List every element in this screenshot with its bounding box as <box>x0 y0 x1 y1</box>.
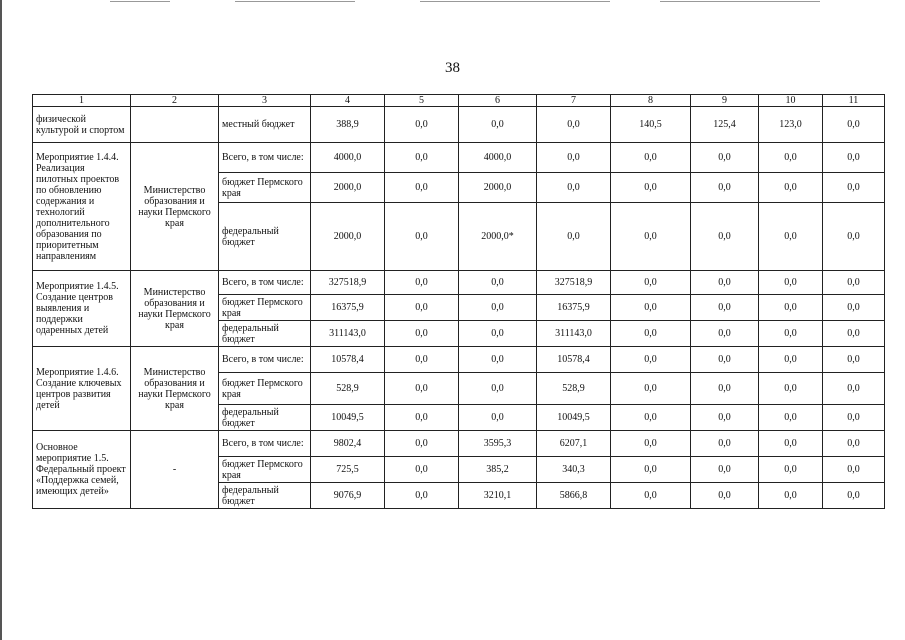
amount-cell: 0,0 <box>759 173 823 203</box>
table-row <box>33 347 885 373</box>
budget-table <box>32 94 885 509</box>
amount-cell: 0,0 <box>385 405 459 431</box>
amount-cell: 0,0 <box>459 271 537 295</box>
amount-cell: 2000,0 <box>311 203 385 271</box>
amount-cell: 0,0 <box>611 405 691 431</box>
col-header: 7 <box>537 95 611 107</box>
amount-cell: 0,0 <box>385 143 459 173</box>
table-row <box>33 271 885 295</box>
amount-cell: 0,0 <box>385 347 459 373</box>
col-header: 2 <box>131 95 219 107</box>
funding-source-cell: бюджет Пермского края <box>219 457 311 483</box>
amount-cell: 0,0 <box>823 431 885 457</box>
amount-cell: 725,5 <box>311 457 385 483</box>
amount-cell: 0,0 <box>759 143 823 173</box>
amount-cell: 0,0 <box>611 143 691 173</box>
amount-cell: 0,0 <box>823 143 885 173</box>
amount-cell: 0,0 <box>691 457 759 483</box>
funding-source-cell: Всего, в том числе: <box>219 431 311 457</box>
amount-cell: 0,0 <box>759 321 823 347</box>
amount-cell: 0,0 <box>691 203 759 271</box>
amount-cell: 0,0 <box>459 295 537 321</box>
amount-cell: 0,0 <box>759 295 823 321</box>
amount-cell: 0,0 <box>759 457 823 483</box>
amount-cell: 0,0 <box>459 321 537 347</box>
amount-cell: 0,0 <box>759 405 823 431</box>
amount-cell: 311143,0 <box>311 321 385 347</box>
amount-cell: 0,0 <box>823 173 885 203</box>
amount-cell: 0,0 <box>459 347 537 373</box>
amount-cell: 6207,1 <box>537 431 611 457</box>
amount-cell: 3595,3 <box>459 431 537 457</box>
funding-source-cell: бюджет Пермского края <box>219 373 311 405</box>
funding-source-cell: Всего, в том числе: <box>219 347 311 373</box>
amount-cell: 4000,0 <box>311 143 385 173</box>
amount-cell: 0,0 <box>537 173 611 203</box>
amount-cell: 0,0 <box>611 457 691 483</box>
amount-cell: 3210,1 <box>459 483 537 509</box>
col-header: 9 <box>691 95 759 107</box>
amount-cell: 528,9 <box>311 373 385 405</box>
amount-cell: 0,0 <box>823 347 885 373</box>
amount-cell: 0,0 <box>537 143 611 173</box>
amount-cell: 140,5 <box>611 107 691 143</box>
col-header: 5 <box>385 95 459 107</box>
amount-cell: 0,0 <box>611 271 691 295</box>
funding-source-cell: Всего, в том числе: <box>219 143 311 173</box>
amount-cell: 10578,4 <box>311 347 385 373</box>
amount-cell: 0,0 <box>385 457 459 483</box>
amount-cell: 0,0 <box>611 295 691 321</box>
amount-cell: 0,0 <box>385 431 459 457</box>
amount-cell: 0,0 <box>691 431 759 457</box>
responsible-cell <box>131 107 219 143</box>
responsible-cell: Министерство образования и науки Пермского края <box>131 271 219 347</box>
amount-cell: 0,0 <box>611 203 691 271</box>
funding-source-cell: Всего, в том числе: <box>219 271 311 295</box>
responsible-cell: Министерство образования и науки Пермского края <box>131 347 219 431</box>
amount-cell: 10049,5 <box>311 405 385 431</box>
col-header: 6 <box>459 95 537 107</box>
col-header: 11 <box>823 95 885 107</box>
amount-cell: 2000,0* <box>459 203 537 271</box>
amount-cell: 0,0 <box>691 373 759 405</box>
amount-cell: 0,0 <box>691 295 759 321</box>
amount-cell: 0,0 <box>823 373 885 405</box>
amount-cell: 0,0 <box>385 321 459 347</box>
amount-cell: 327518,9 <box>311 271 385 295</box>
amount-cell: 0,0 <box>691 321 759 347</box>
amount-cell: 0,0 <box>691 483 759 509</box>
amount-cell: 9802,4 <box>311 431 385 457</box>
table-row <box>33 143 885 173</box>
activity-cell: Основное мероприятие 1.5. Федеральный проект «Поддержка семей, имеющих детей» <box>33 431 131 509</box>
amount-cell: 0,0 <box>385 271 459 295</box>
amount-cell: 10049,5 <box>537 405 611 431</box>
amount-cell: 0,0 <box>385 483 459 509</box>
col-header: 1 <box>33 95 131 107</box>
table-row <box>33 107 885 143</box>
amount-cell: 0,0 <box>385 373 459 405</box>
amount-cell: 0,0 <box>823 457 885 483</box>
funding-source-cell: бюджет Пермского края <box>219 173 311 203</box>
funding-source-cell: федеральный бюджет <box>219 483 311 509</box>
amount-cell: 0,0 <box>759 347 823 373</box>
amount-cell: 4000,0 <box>459 143 537 173</box>
amount-cell: 0,0 <box>759 431 823 457</box>
amount-cell: 0,0 <box>611 483 691 509</box>
amount-cell: 2000,0 <box>311 173 385 203</box>
amount-cell: 0,0 <box>611 431 691 457</box>
amount-cell: 0,0 <box>385 203 459 271</box>
amount-cell: 0,0 <box>611 347 691 373</box>
amount-cell: 2000,0 <box>459 173 537 203</box>
amount-cell: 0,0 <box>459 405 537 431</box>
amount-cell: 0,0 <box>385 295 459 321</box>
amount-cell: 0,0 <box>691 271 759 295</box>
amount-cell: 0,0 <box>759 483 823 509</box>
amount-cell: 0,0 <box>823 483 885 509</box>
col-header: 3 <box>219 95 311 107</box>
col-header: 10 <box>759 95 823 107</box>
table-body <box>33 107 885 509</box>
amount-cell: 0,0 <box>537 107 611 143</box>
col-header: 4 <box>311 95 385 107</box>
amount-cell: 16375,9 <box>311 295 385 321</box>
amount-cell: 0,0 <box>759 203 823 271</box>
amount-cell: 0,0 <box>823 271 885 295</box>
activity-cell: физической культурой и спортом <box>33 107 131 143</box>
amount-cell: 16375,9 <box>537 295 611 321</box>
amount-cell: 0,0 <box>611 173 691 203</box>
amount-cell: 0,0 <box>611 321 691 347</box>
amount-cell: 0,0 <box>823 107 885 143</box>
funding-source-cell: федеральный бюджет <box>219 203 311 271</box>
amount-cell: 0,0 <box>385 107 459 143</box>
responsible-cell: Министерство образования и науки Пермского края <box>131 143 219 271</box>
amount-cell: 327518,9 <box>537 271 611 295</box>
amount-cell: 0,0 <box>691 143 759 173</box>
responsible-cell: - <box>131 431 219 509</box>
amount-cell: 10578,4 <box>537 347 611 373</box>
amount-cell: 388,9 <box>311 107 385 143</box>
amount-cell: 0,0 <box>691 405 759 431</box>
amount-cell: 0,0 <box>691 347 759 373</box>
page-number: 38 <box>445 60 460 76</box>
funding-source-cell: бюджет Пермского края <box>219 295 311 321</box>
amount-cell: 311143,0 <box>537 321 611 347</box>
amount-cell: 0,0 <box>759 271 823 295</box>
funding-source-cell: федеральный бюджет <box>219 321 311 347</box>
amount-cell: 0,0 <box>759 373 823 405</box>
header-row <box>33 95 885 107</box>
funding-source-cell: федеральный бюджет <box>219 405 311 431</box>
amount-cell: 0,0 <box>459 373 537 405</box>
amount-cell: 0,0 <box>611 373 691 405</box>
amount-cell: 0,0 <box>823 321 885 347</box>
amount-cell: 385,2 <box>459 457 537 483</box>
activity-cell: Мероприятие 1.4.5. Создание центров выявления и поддержки одаренных детей <box>33 271 131 347</box>
amount-cell: 0,0 <box>823 295 885 321</box>
amount-cell: 123,0 <box>759 107 823 143</box>
activity-cell: Мероприятие 1.4.6. Создание ключевых центров развития детей <box>33 347 131 431</box>
amount-cell: 340,3 <box>537 457 611 483</box>
scan-top-marks <box>0 0 905 4</box>
amount-cell: 125,4 <box>691 107 759 143</box>
amount-cell: 0,0 <box>691 173 759 203</box>
table-row <box>33 431 885 457</box>
amount-cell: 0,0 <box>823 203 885 271</box>
amount-cell: 0,0 <box>823 405 885 431</box>
scan-left-edge <box>0 0 2 640</box>
amount-cell: 0,0 <box>385 173 459 203</box>
amount-cell: 0,0 <box>537 203 611 271</box>
amount-cell: 0,0 <box>459 107 537 143</box>
activity-cell: Мероприятие 1.4.4. Реализация пилотных проектов по обновлению содержания и технологий дополнительного образования по приоритетным направлениям <box>33 143 131 271</box>
amount-cell: 9076,9 <box>311 483 385 509</box>
amount-cell: 528,9 <box>537 373 611 405</box>
amount-cell: 5866,8 <box>537 483 611 509</box>
funding-source-cell: местный бюджет <box>219 107 311 143</box>
col-header: 8 <box>611 95 691 107</box>
